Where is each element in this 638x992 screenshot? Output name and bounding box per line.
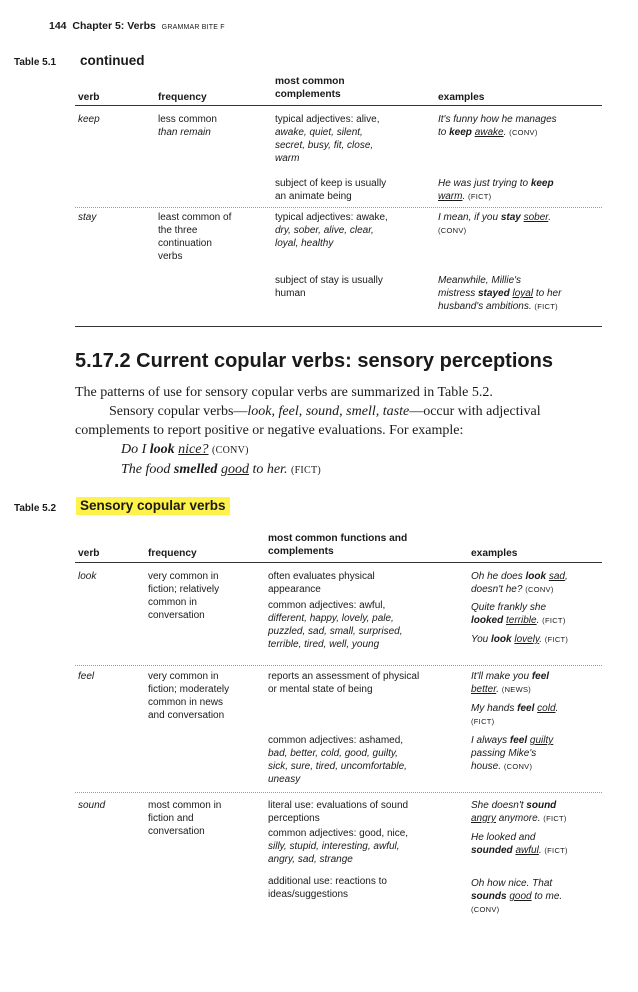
section-number: 5.17.2 — [75, 350, 131, 372]
t51-row-divider — [75, 207, 602, 208]
section-heading — [75, 350, 553, 373]
t52-example-feel-3: I always feel guilty passing Mike's house. (CONV) — [471, 735, 554, 772]
table-5-1-caption: continued — [80, 53, 145, 68]
t52-freq-sound: most common in fiction and conversation — [148, 800, 222, 837]
table-5-2-caption: Sensory copular verbs — [76, 498, 230, 513]
t52-row-divider-1 — [75, 665, 602, 666]
t51-comp-keep-adjectives: typical adjectives: alive, awake, quiet, silent, secret, busy, fit, close, warm — [275, 114, 380, 164]
t52-func-look-1: often evaluates physical appearance — [268, 571, 375, 595]
t52-example-look-3: You look lovely. (FICT) — [471, 634, 569, 645]
t52-func-feel-2: common adjectives: ashamed, bad, better, cold, good, guilty, sick, sure, tired, uncomfortable, uneasy — [268, 735, 407, 785]
t52-verb-feel: feel — [78, 671, 95, 682]
t52-freq-feel: very common in fiction; moderately common in news and conversation — [148, 671, 230, 721]
t52-verb-sound: sound — [78, 800, 106, 811]
t51-col-examples: examples — [438, 92, 485, 103]
t52-row-divider-2 — [75, 792, 602, 793]
body-text — [75, 383, 605, 480]
chapter-title: Chapter 5: Verbs — [72, 20, 156, 32]
t52-func-sound-1: literal use: evaluations of sound perceptions — [268, 800, 409, 824]
t51-example-keep-1: It's funny how he manages to keep awake. (CONV) — [438, 114, 557, 138]
t51-col-frequency: frequency — [158, 92, 207, 103]
t52-example-sound-1: She doesn't sound angry anymore. (FICT) — [471, 800, 567, 824]
t51-example-stay-2: Meanwhile, Millie's mistress stayed loyal to her husband's ambitions. (FICT) — [438, 275, 562, 312]
section-title: Current copular verbs: sensory perceptions — [136, 350, 553, 372]
t52-example-look-2: Quite frankly she looked terrible. (FICT) — [471, 602, 566, 626]
t51-comp-stay-subject: subject of stay is usually human — [275, 275, 383, 299]
grammar-bite: GRAMMAR BITE F — [161, 24, 225, 31]
t52-verb-look: look — [78, 571, 97, 582]
t51-verb-keep: keep — [78, 114, 100, 125]
t51-col-complements: most common complements — [275, 76, 345, 100]
t51-header-rule — [75, 105, 602, 106]
t51-bottom-rule — [75, 326, 602, 327]
t51-freq-stay: least common of the three continuation verbs — [158, 212, 232, 262]
table-5-2-label: Table 5.2 — [14, 503, 57, 514]
t51-freq-keep: less common than remain — [158, 114, 217, 138]
t52-func-look-2: common adjectives: awful, different, happy, lovely, pale, puzzled, sad, small, surprised, terrible, tired, well, young — [268, 600, 403, 650]
t52-func-feel-1: reports an assessment of physical or mental state of being — [268, 671, 420, 695]
t52-example-sound-2: He looked and sounded awful. (FICT) — [471, 832, 568, 856]
t51-comp-keep-subject: subject of keep is usually an animate being — [275, 178, 387, 202]
t52-example-sound-3: Oh how nice. That sounds good to me. (CONV) — [471, 878, 563, 914]
t52-example-look-1: Oh he does look sad, doesn't he? (CONV) — [471, 571, 568, 595]
body-paragraph-2: Sensory copular verbs—look, feel, sound, smell, taste—occur with adjectival — [109, 404, 541, 419]
body-example-1: Do I look nice? (CONV) — [121, 442, 249, 457]
t51-comp-stay-adjectives: typical adjectives: awake, dry, sober, alive, clear, loyal, healthy — [275, 212, 388, 249]
body-paragraph-1: The patterns of use for sensory copular verbs are summarized in Table 5.2. — [75, 385, 493, 400]
t52-example-feel-2: My hands feel cold. (FICT) — [471, 703, 559, 726]
t51-example-stay-1: I mean, if you stay sober. (CONV) — [438, 212, 552, 235]
t52-func-sound-3: additional use: reactions to ideas/suggestions — [268, 876, 387, 900]
t51-verb-stay: stay — [78, 212, 97, 223]
t52-col-functions: most common functions and complements — [268, 533, 408, 557]
t52-col-verb: verb — [78, 548, 100, 559]
t52-header-rule — [75, 562, 602, 563]
table-5-1-label: Table 5.1 — [14, 57, 57, 68]
t52-example-feel-1: It'll make you feel better. (NEWS) — [471, 671, 550, 695]
t51-example-keep-2: He was just trying to keep warm. (FICT) — [438, 178, 554, 202]
t52-col-examples: examples — [471, 548, 518, 559]
t51-col-verb: verb — [78, 92, 100, 103]
t52-func-sound-2: common adjectives: good, nice, silly, stupid, interesting, awful, angry, sad, strange — [268, 828, 409, 865]
t52-freq-look: very common in fiction; relatively common in conversation — [148, 571, 220, 621]
page-number: 144 — [49, 20, 67, 32]
t52-col-frequency: frequency — [148, 548, 197, 559]
body-example-2: The food smelled good to her. (FICT) — [121, 462, 322, 477]
running-head — [49, 20, 225, 32]
body-paragraph-3: complements to report positive or negative evaluations. For example: — [75, 423, 464, 438]
